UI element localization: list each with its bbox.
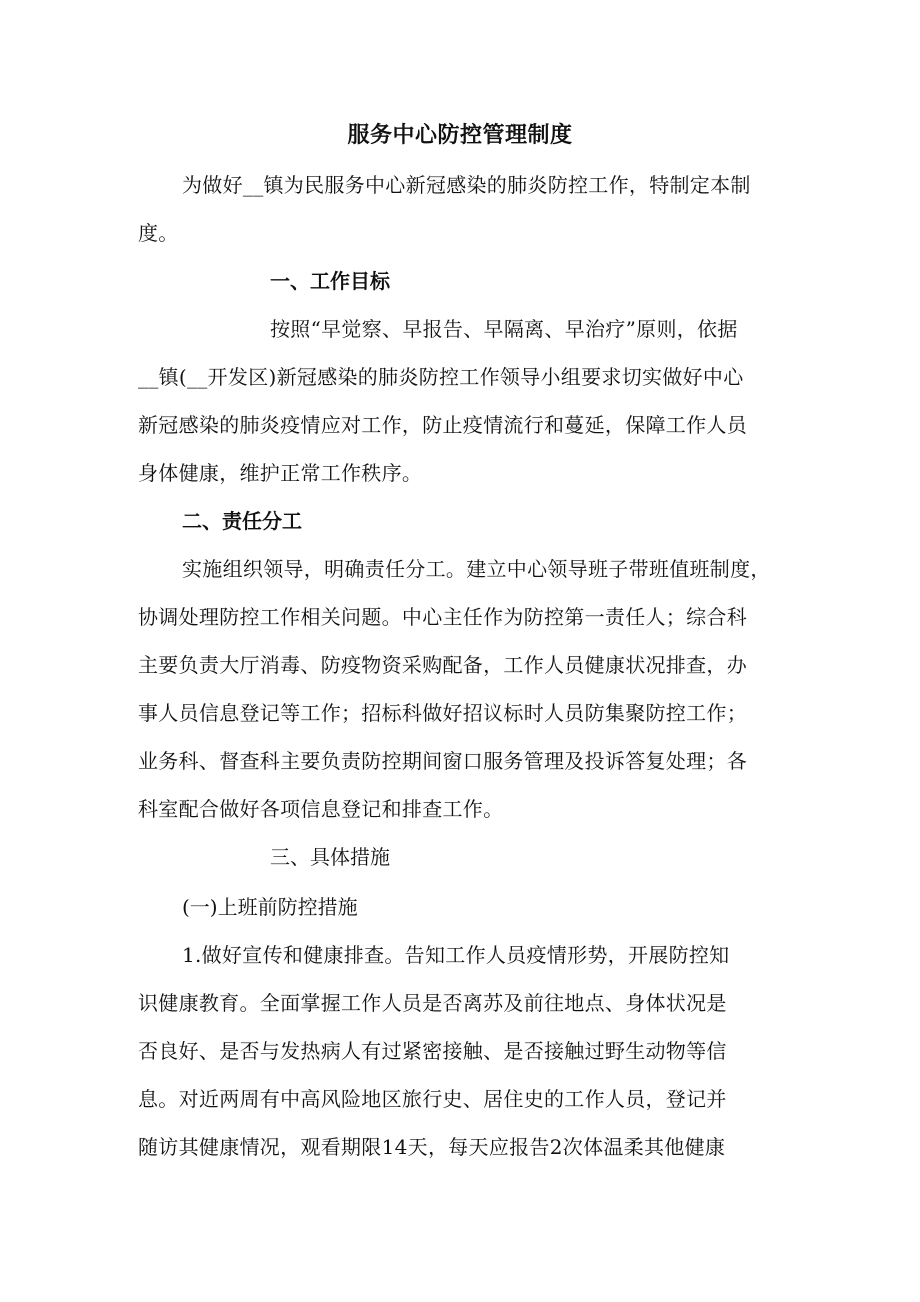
subsection-heading-pre-work: (一)上班前防控措施 [182, 895, 358, 919]
intro-line-1: 为做好__镇为民服务中心新冠感染的肺炎防控工作，特制定本制 [182, 173, 751, 197]
responsibility-line-1: 实施组织领导，明确责任分工。建立中心领导班子带班值班制度， [182, 557, 771, 581]
section-heading-responsibility: 二、责任分工 [182, 509, 302, 533]
measures-line-4: 息。对近两周有中高风险地区旅行史、居住史的工作人员，登记并 [138, 1087, 727, 1111]
intro-line-2: 度。 [138, 221, 179, 245]
goals-line-1: 按照“早觉察、早报告、早隔离、早治疗”原则，依据 [270, 317, 738, 341]
measures-line-5: 随访其健康情况，观看期限14天，每天应报告2次体温柔其他健康 [138, 1135, 726, 1159]
responsibility-line-5: 业务科、督查科主要负责防控期间窗口服务管理及投诉答复处理；各 [138, 749, 747, 773]
section-heading-measures: 三、具体措施 [270, 845, 390, 869]
goals-line-4: 身体健康，维护正常工作秩序。 [138, 461, 423, 485]
measures-line-2: 识健康教育。全面掌握工作人员是否离苏及前往地点、身体状况是 [138, 991, 727, 1015]
section-heading-goals: 一、工作目标 [270, 269, 390, 293]
responsibility-line-4: 事人员信息登记等工作；招标科做好招议标时人员防集聚防控工作； [138, 701, 747, 725]
responsibility-line-2: 协调处理防控工作相关问题。中心主任作为防控第一责任人；综合科 [138, 605, 747, 629]
responsibility-line-3: 主要负责大厅消毒、防疫物资采购配备，工作人员健康状况排查，办 [138, 653, 747, 677]
goals-line-2: __镇(__开发区)新冠感染的肺炎防控工作领导小组要求切实做好中心 [138, 365, 744, 389]
goals-line-3: 新冠感染的肺炎疫情应对工作，防止疫情流行和蔓延，保障工作人员 [138, 413, 747, 437]
document-title: 服务中心防控管理制度 [347, 123, 573, 148]
measures-line-1: 1.做好宣传和健康排查。告知工作人员疫情形势，开展防控知 [182, 943, 730, 967]
measures-line-3: 否良好、是否与发热病人有过紧密接触、是否接触过野生动物等信 [138, 1039, 727, 1063]
responsibility-line-6: 科室配合做好各项信息登记和排查工作。 [138, 797, 504, 821]
